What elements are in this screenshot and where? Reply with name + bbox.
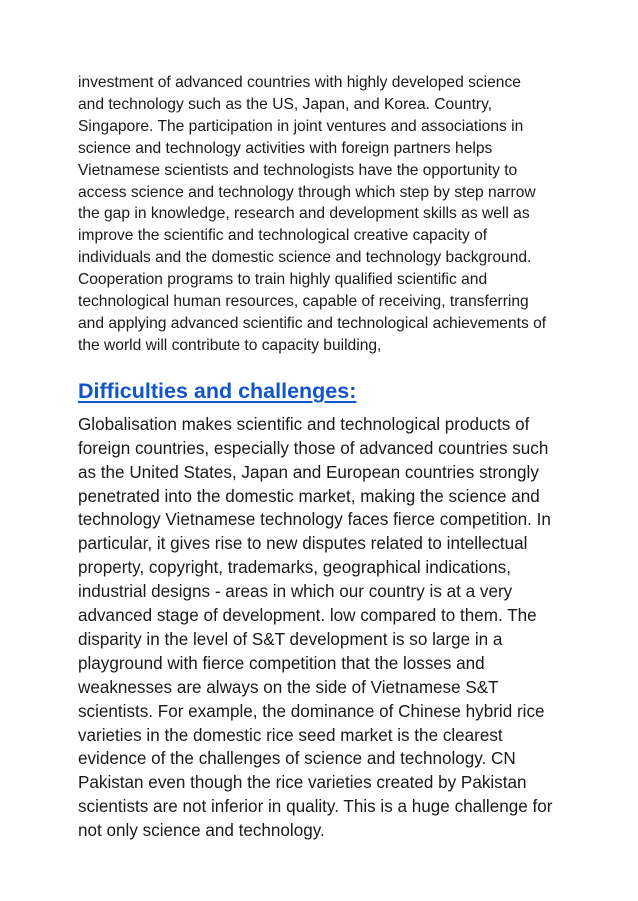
text-line: varieties in the domestic rice seed market is the clearest bbox=[78, 725, 503, 745]
body-paragraph bbox=[78, 413, 570, 843]
text-line: property, copyright, trademarks, geographical indications, bbox=[78, 558, 511, 578]
text-line: and applying advanced scientific and technological achievements of bbox=[78, 314, 547, 332]
text-line: Cooperation programs to train highly qualified scientific and bbox=[78, 271, 488, 289]
text-line: access science and technology through which step by step narrow bbox=[78, 183, 536, 201]
text-line: as the United States, Japan and European countries strongly bbox=[78, 462, 539, 482]
text-line: disparity in the level of S&T development is so large in a bbox=[78, 629, 503, 649]
text-line: Vietnamese scientists and technologists have the opportunity to bbox=[78, 161, 518, 179]
text-line: scientists are not inferior in quality. This is a huge challenge for bbox=[78, 797, 553, 817]
document-page bbox=[78, 72, 570, 843]
text-line: penetrated into the domestic market, making the science and bbox=[78, 486, 540, 506]
text-line: Singapore. The participation in joint ventures and associations in bbox=[78, 117, 524, 135]
text-line: the gap in knowledge, research and development skills as well as bbox=[78, 205, 530, 223]
text-line: Pakistan even though the rice varieties created by Pakistan bbox=[78, 773, 527, 793]
text-line: the world will contribute to capacity building, bbox=[78, 336, 382, 354]
text-line: not only science and technology. bbox=[78, 821, 325, 841]
text-line: particular, it gives rise to new disputes related to intellectual bbox=[78, 534, 528, 554]
text-line: Globalisation makes scientific and technological products of bbox=[78, 414, 530, 434]
text-line: advanced stage of development. low compared to them. The bbox=[78, 606, 537, 626]
intro-paragraph bbox=[78, 72, 570, 357]
text-line: improve the scientific and technological creative capacity of bbox=[78, 227, 488, 245]
text-line: technology Vietnamese technology faces fierce competition. In bbox=[78, 510, 551, 530]
text-line: and technology such as the US, Japan, and Korea. Country, bbox=[78, 95, 493, 113]
text-line: science and technology activities with foreign partners helps bbox=[78, 139, 493, 157]
text-line: foreign countries, especially those of advanced countries such bbox=[78, 438, 549, 458]
section-heading: Difficulties and challenges: bbox=[78, 378, 357, 403]
text-line: scientists. For example, the dominance of Chinese hybrid rice bbox=[78, 701, 545, 721]
text-line: playground with fierce competition that the losses and bbox=[78, 653, 485, 673]
text-line: weaknesses are always on the side of Vietnamese S&T bbox=[78, 677, 499, 697]
text-line: individuals and the domestic science and technology background. bbox=[78, 249, 532, 267]
text-line: evidence of the challenges of science and technology. CN bbox=[78, 749, 516, 769]
text-line: investment of advanced countries with highly developed science bbox=[78, 74, 521, 91]
text-line: industrial designs - areas in which our country is at a very bbox=[78, 582, 513, 602]
text-line: technological human resources, capable of receiving, transferring bbox=[78, 293, 529, 311]
